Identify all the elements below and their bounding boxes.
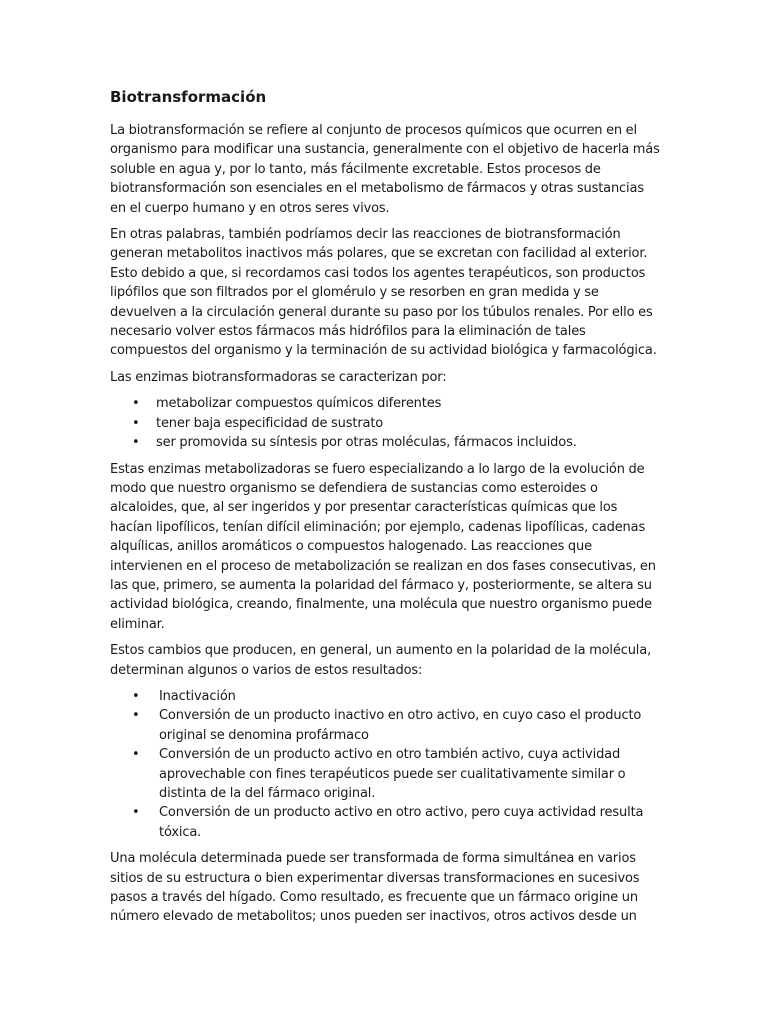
bullet-icon: • <box>132 396 140 412</box>
list-item <box>110 706 660 745</box>
list-item-text: Conversión de un producto inactivo en otro activo, en cuyo caso el producto original se denomina profármaco <box>159 708 642 743</box>
bullet-icon: • <box>132 708 140 724</box>
paragraph-metabolites: Una molécula determinada puede ser transformada de forma simultánea en varios sitios de su estructura o bien experimentar diversas transformaciones en sucesivos pasos a través del hígado. Como resultado, es frecuente que un fármaco origine un número elevado de metabolitos; unos pueden ser inactivos, otros activos desde un <box>110 851 640 925</box>
list-item <box>110 433 660 452</box>
list-item <box>110 394 660 413</box>
paragraph-polarity-results: Estos cambios que producen, en general, un aumento en la polaridad de la molécula, determinan algunos o varios de estos resultados: <box>110 643 652 678</box>
list-item-text: Conversión de un producto activo en otro también activo, cuya actividad aprovechable con fines terapéuticos puede ser cualitativamente similar o distinta de la del fármaco original. <box>159 747 626 801</box>
paragraph-enzymes-intro: Las enzimas biotransformadoras se caracterizan por: <box>110 369 447 385</box>
list-item <box>110 803 660 842</box>
results-list <box>110 687 660 842</box>
enzyme-characteristics-list <box>110 394 660 452</box>
paragraph-intro: La biotransformación se refiere al conjunto de procesos químicos que ocurren en el organismo para modificar una sustancia, generalmente con el objetivo de hacerla más soluble en agua y, por lo tanto, más fácilmente excretable. Estos procesos de biotransformación son esenciales en el metabolismo de fármacos y otras sustancias en el cuerpo humano y en otros seres vivos. <box>110 123 660 216</box>
list-item-text: tener baja especificidad de sustrato <box>156 415 384 431</box>
list-item-text: Inactivación <box>159 688 236 704</box>
bullet-icon: • <box>132 435 140 451</box>
list-item <box>110 745 660 803</box>
paragraph-polar-metabolites: En otras palabras, también podríamos decir las reacciones de biotransformación generan metabolitos inactivos más polares, que se excretan con facilidad al exterior. Esto debido a que, si recordamos casi todos los agentes terapéuticos, son productos lipófilos que son filtrados por el glomérulo y se resorben en gran medida y se devuelven a la circulación general durante su paso por los túbulos renales. Por ello es necesario volver estos fármacos más hidrófilos para la eliminación de tales compuestos del organismo y la terminación de su actividad biológica y farmacológica. <box>110 227 657 359</box>
list-item <box>110 414 660 433</box>
list-item-text: metabolizar compuestos químicos diferentes <box>156 396 442 412</box>
list-item-text: Conversión de un producto activo en otro activo, pero cuya actividad resulta tóxica. <box>159 805 644 840</box>
page-title: Biotransformación <box>110 88 267 106</box>
paragraph-enzyme-evolution: Estas enzimas metabolizadoras se fuero especializando a lo largo de la evolución de modo que nuestro organismo se defendiera de sustancias como esteroides o alcaloides, que, al ser ingeridos y por presentar características químicas que los hacían lipofílicos, tenían difícil eliminación; por ejemplo, cadenas lipofílicas, cadenas alquílicas, anillos aromáticos o compuestos halogenado. Las reacciones que intervienen en el proceso de metabolización se realizan en dos fases consecutivas, en las que, primero, se aumenta la polaridad del fármaco y, posteriormente, se altera su actividad biológica, creando, finalmente, una molécula que nuestro organismo puede eliminar. <box>110 461 656 632</box>
bullet-icon: • <box>132 805 140 821</box>
bullet-icon: • <box>132 747 140 763</box>
bullet-icon: • <box>132 688 140 704</box>
document-page <box>110 86 660 934</box>
bullet-icon: • <box>132 415 140 431</box>
list-item <box>110 687 660 706</box>
list-item-text: ser promovida su síntesis por otras moléculas, fármacos incluidos. <box>156 435 577 451</box>
